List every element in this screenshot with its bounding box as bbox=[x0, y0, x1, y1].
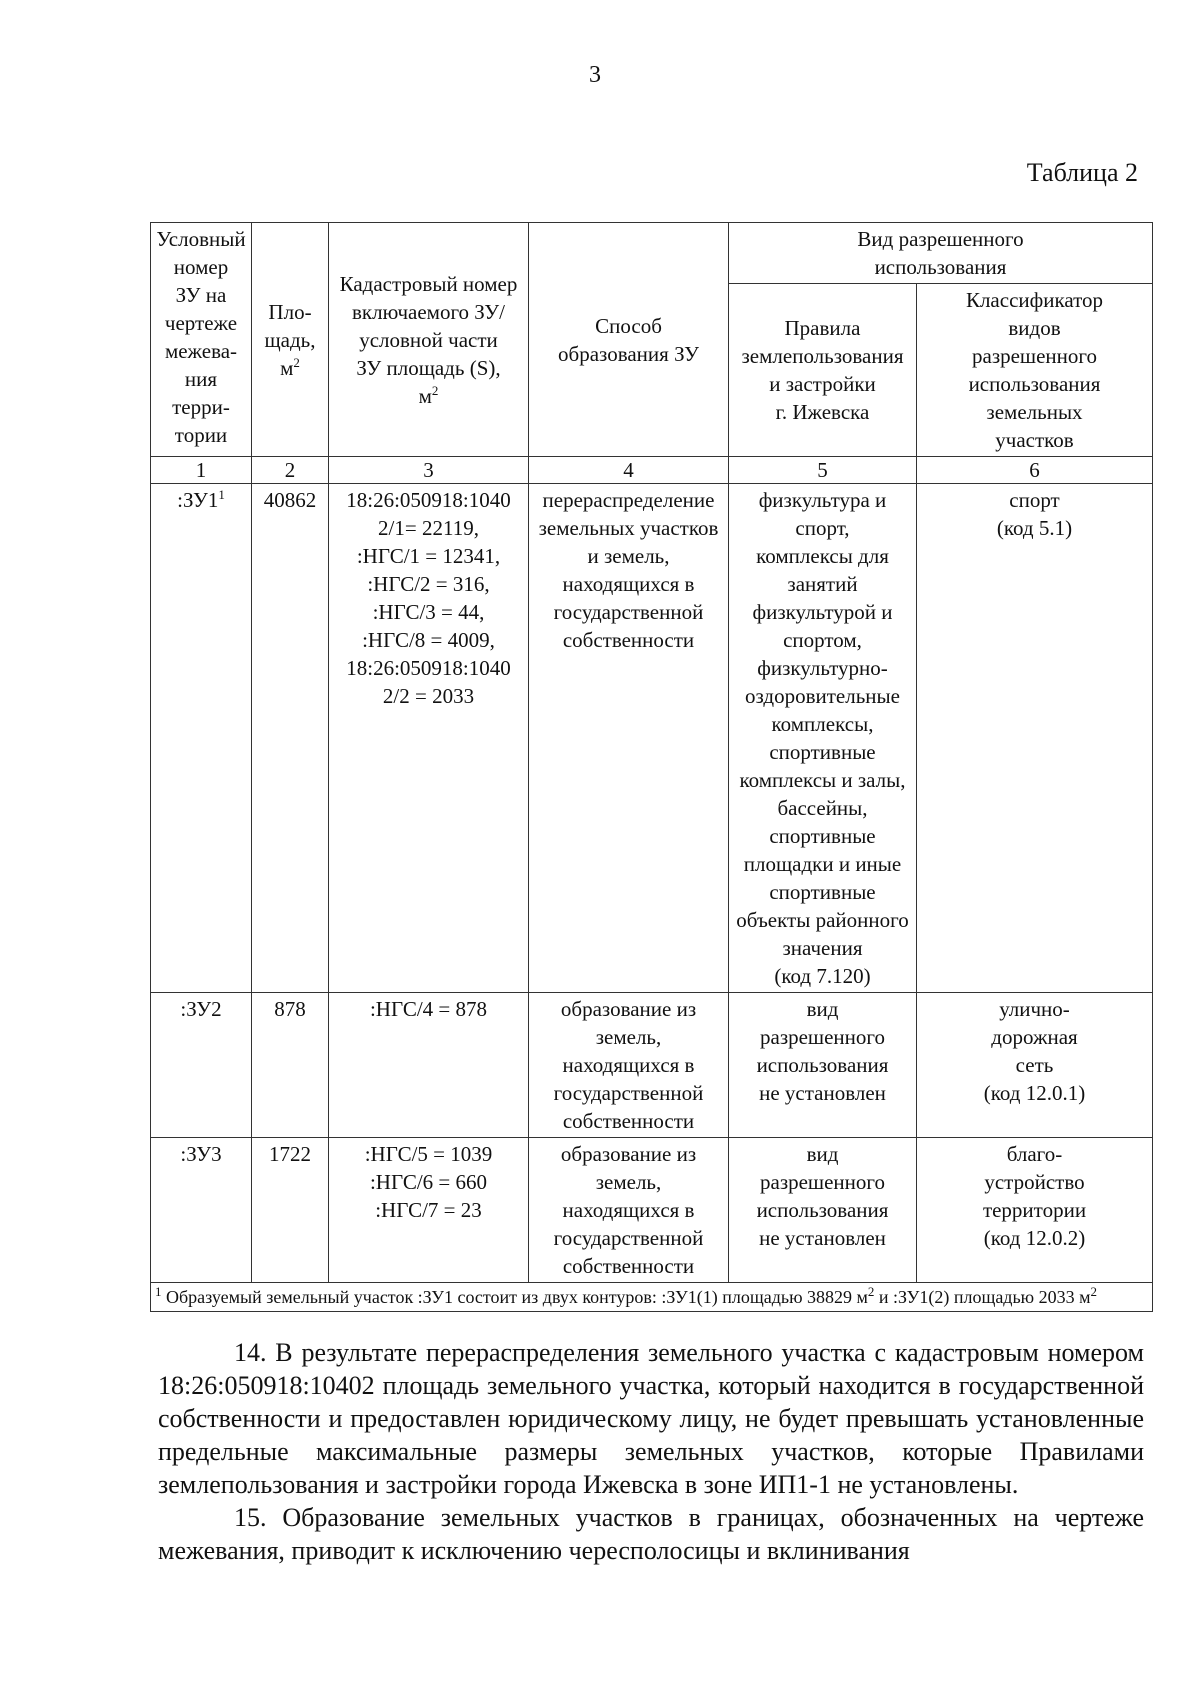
column-number: 4 bbox=[529, 457, 729, 484]
rules-cell: вид разрешенного использования не установлен bbox=[729, 1138, 917, 1283]
column-number: 5 bbox=[729, 457, 917, 484]
header-permitted-use: Вид разрешенного использования bbox=[729, 223, 1153, 284]
method-cell: образование из земель, находящихся в государственной собственности bbox=[529, 993, 729, 1138]
zu-cell: $:ЗУ1^1$ bbox=[151, 484, 252, 993]
header-rules: Правила землепользования и застройки г. Ижевска bbox=[729, 284, 917, 457]
table-row bbox=[151, 1138, 1153, 1283]
rules-cell: вид разрешенного использования не установлен bbox=[729, 993, 917, 1138]
classifier-cell: благо- устройство территории (код 12.0.2) bbox=[917, 1138, 1153, 1283]
header-classifier: Классификатор видов разрешенного использования земельных участков bbox=[917, 284, 1153, 457]
table-row bbox=[151, 484, 1153, 993]
paragraph: 14. В результате перераспределения земельного участка с кадастровым номером 18:26:050918:10402 площадь земельного участка, который находится в государственной собственности и предоставлен юридическому лицу, не будет превышать установленные предельные максимальные размеры земельных участков, которые Правилами землепользования и застройки города Ижевска в зоне ИП1-1 не установлены. bbox=[158, 1338, 1144, 1499]
area-cell: 1722 bbox=[252, 1138, 329, 1283]
table-caption: Таблица 2 bbox=[1026, 158, 1138, 187]
cadastral-cell: :НГС/4 = 878 bbox=[329, 993, 529, 1138]
classifier-cell: спорт (код 5.1) bbox=[917, 484, 1153, 993]
method-cell: перераспределение земельных участков и земель, находящихся в государственной собственности bbox=[529, 484, 729, 993]
cadastral-cell: 18:26:050918:1040 2/1= 22119, :НГС/1 = 12341, :НГС/2 = 316, :НГС/3 = 44, :НГС/8 = 4009, 18:26:050918:1040 2/2 = 2033 bbox=[329, 484, 529, 993]
rules-cell: физкультура и спорт, комплексы для занятий физкультурой и спортом, физкультурно- оздоровительные комплексы, спортивные комплексы и залы, бассейны, спортивные площадки и иные спортивные объекты районного значения (код 7.120) bbox=[729, 484, 917, 993]
page-number: 3 bbox=[589, 62, 601, 88]
footnote-row bbox=[151, 1283, 1153, 1312]
column-number: 2 bbox=[252, 457, 329, 484]
zu-cell: :ЗУ2 bbox=[151, 993, 252, 1138]
land-plot-table bbox=[150, 222, 1153, 1312]
paragraph: 15. Образование земельных участков в границах, обозначенных на чертеже межевания, приводит к исключению чересполосицы и вклинивания bbox=[158, 1503, 1144, 1565]
method-cell: образование из земель, находящихся в государственной собственности bbox=[529, 1138, 729, 1283]
area-cell: 878 bbox=[252, 993, 329, 1138]
header-area: Пло- щадь, $м^2$ bbox=[252, 223, 329, 457]
body-text bbox=[158, 1336, 1144, 1567]
column-number-row bbox=[151, 457, 1153, 484]
area-cell: 40862 bbox=[252, 484, 329, 993]
header-zu-number: Условный номер ЗУ на чертеже межева- ния терри- тории bbox=[151, 223, 252, 457]
column-number: 6 bbox=[917, 457, 1153, 484]
zu-cell: :ЗУ3 bbox=[151, 1138, 252, 1283]
header-cadastral: Кадастровый номер включаемого ЗУ/ условной части ЗУ площадь (S), $м^2$ bbox=[329, 223, 529, 457]
column-number: 3 bbox=[329, 457, 529, 484]
table-footnote: $^1$ Образуемый земельный участок :ЗУ1 состоит из двух контуров: :ЗУ1(1) площадью 38829 $м^2$ и :ЗУ1(2) площадью 2033 $м^2$ bbox=[151, 1283, 1153, 1312]
cadastral-cell: :НГС/5 = 1039 :НГС/6 = 660 :НГС/7 = 23 bbox=[329, 1138, 529, 1283]
column-number: 1 bbox=[151, 457, 252, 484]
header-row bbox=[151, 223, 1153, 284]
table-row bbox=[151, 993, 1153, 1138]
classifier-cell: улично- дорожная сеть (код 12.0.1) bbox=[917, 993, 1153, 1138]
header-method: Способ образования ЗУ bbox=[529, 223, 729, 457]
